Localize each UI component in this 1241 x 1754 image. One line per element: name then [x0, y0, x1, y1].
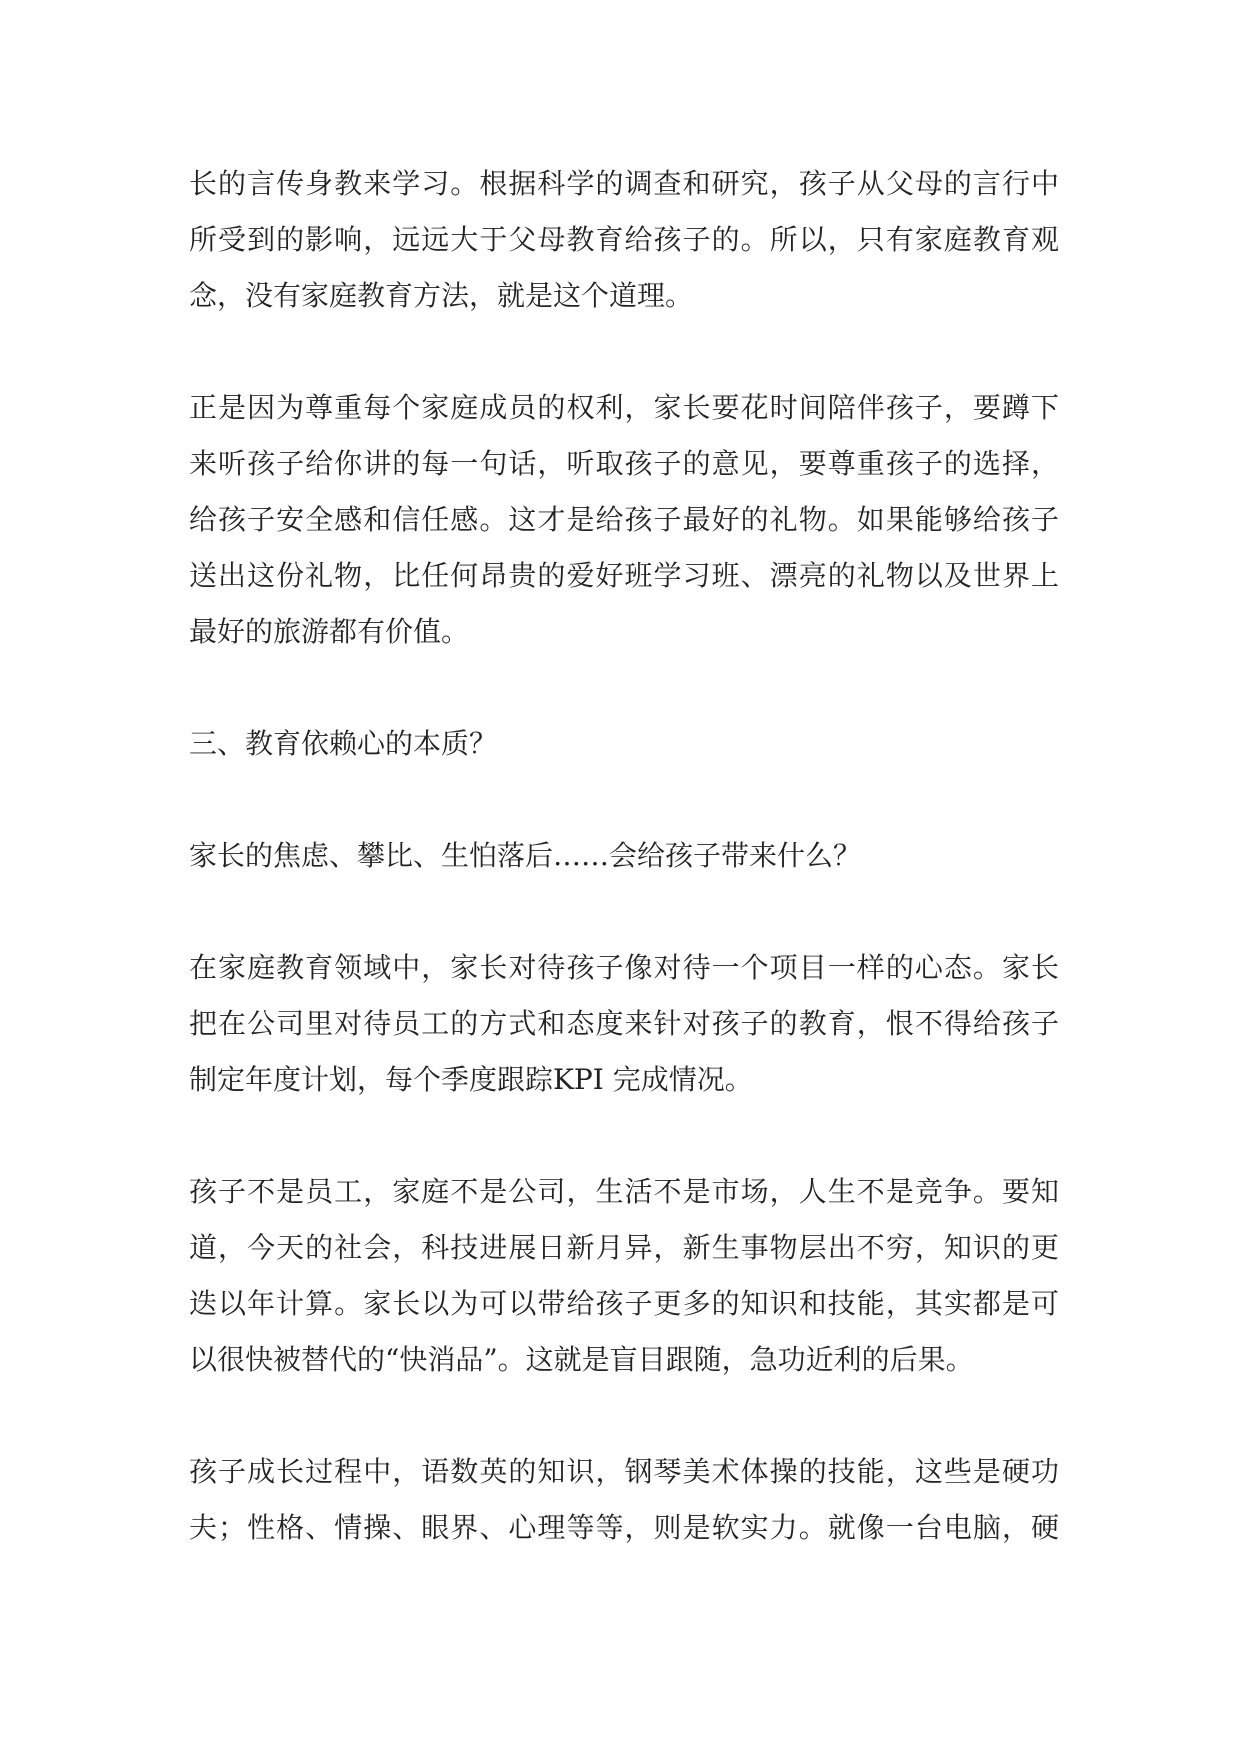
text-line: 道，今天的社会，科技进展日新月异，新生事物层出不穷，知识的更 — [189, 1231, 1059, 1264]
text-line: 孩子成长过程中，语数英的知识，钢琴美术体操的技能，这些是硬功 — [189, 1455, 1059, 1488]
text-line: 以很快被替代的“快消品”。这就是盲目跟随，急功近利的后果。 — [189, 1343, 974, 1376]
text-line: 制定年度计划，每个季度跟踪KPI 完成情况。 — [189, 1063, 753, 1096]
paragraph-question — [189, 828, 1059, 884]
section-heading — [189, 716, 1059, 772]
text-line: 把在公司里对待员工的方式和态度来针对孩子的教育，恨不得给孩子 — [189, 1007, 1059, 1040]
text-line: 长的言传身教来学习。根据科学的调查和研究，孩子从父母的言行中 — [189, 167, 1059, 200]
paragraph-3 — [189, 940, 1059, 1108]
text-line: 迭以年计算。家长以为可以带给孩子更多的知识和技能，其实都是可 — [189, 1287, 1059, 1320]
text-line: 最好的旅游都有价值。 — [189, 615, 470, 648]
text-line: 正是因为尊重每个家庭成员的权利，家长要花时间陪伴孩子，要蹲下 — [189, 391, 1059, 424]
text-line: 给孩子安全感和信任感。这才是给孩子最好的礼物。如果能够给孩子 — [189, 503, 1059, 536]
text-line: 送出这份礼物，比任何昂贵的爱好班学习班、漂亮的礼物以及世界上 — [189, 559, 1059, 592]
paragraph-5 — [189, 1444, 1059, 1556]
paragraph-2 — [189, 380, 1059, 660]
heading-text: 三、教育依赖心的本质？ — [189, 727, 498, 760]
text-line: 夫；性格、情操、眼界、心理等等，则是软实力。就像一台电脑，硬 — [189, 1511, 1059, 1544]
text-line: 孩子不是员工，家庭不是公司，生活不是市场，人生不是竞争。要知 — [189, 1175, 1059, 1208]
text-line: 所受到的影响，远远大于父母教育给孩子的。所以，只有家庭教育观 — [189, 223, 1059, 256]
text-line: 念，没有家庭教育方法，就是这个道理。 — [189, 279, 694, 312]
paragraph-1 — [189, 156, 1059, 324]
text-line: 在家庭教育领域中，家长对待孩子像对待一个项目一样的心态。家长 — [189, 951, 1059, 984]
text-line: 家长的焦虑、攀比、生怕落后……会给孩子带来什么？ — [189, 839, 862, 872]
paragraph-4 — [189, 1164, 1059, 1388]
document-body — [189, 156, 1059, 1612]
text-line: 来听孩子给你讲的每一句话，听取孩子的意见，要尊重孩子的选择， — [189, 447, 1059, 480]
